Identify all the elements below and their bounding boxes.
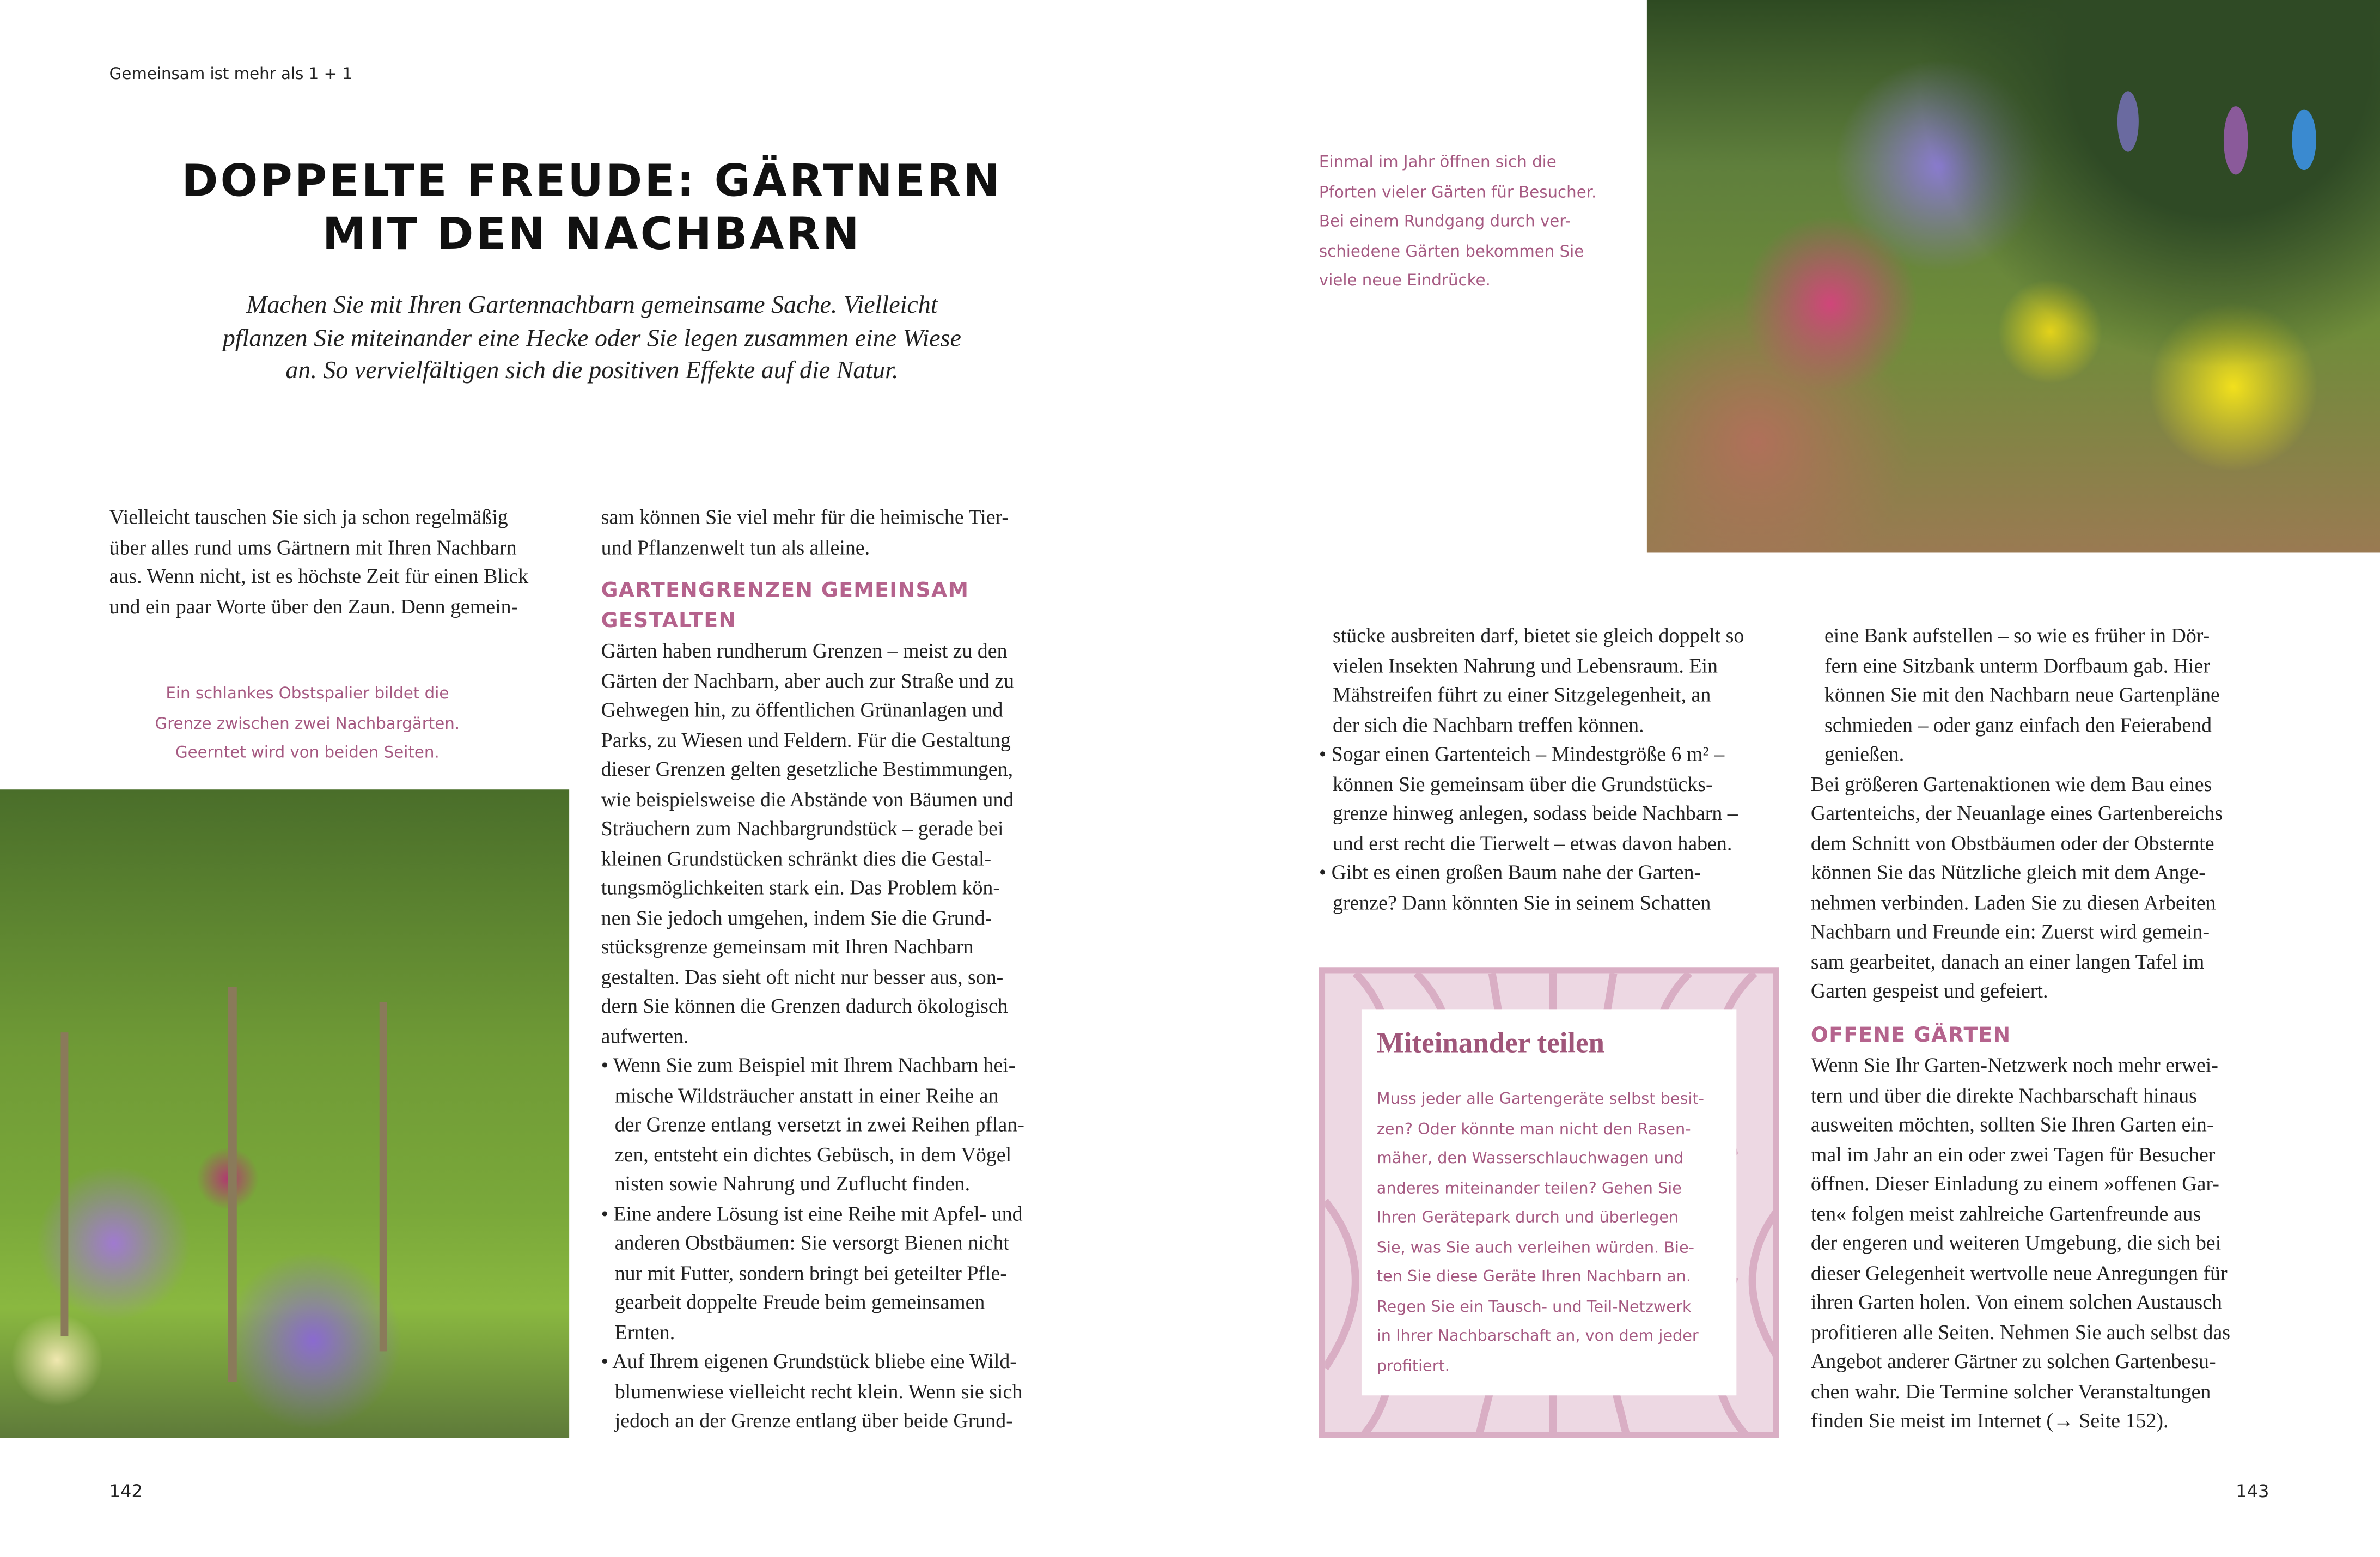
text-line: eine Bank aufstellen – so wie es früher in Dör- <box>1824 624 2210 647</box>
infobox-line: Sie, was Sie auch verleihen würden. Bie- <box>1376 1238 1694 1257</box>
text-line: mal im Jahr an ein oder zwei Tagen für Besucher <box>1810 1142 2216 1166</box>
text-line: chen wahr. Die Termine solcher Veranstaltungen <box>1810 1379 2211 1402</box>
infobox-line: Ihren Gerätepark durch und überlegen <box>1376 1208 1679 1227</box>
text-line: Angebot anderer Gärtner zu solchen Gartenbesu- <box>1810 1349 2216 1373</box>
page-number-right: 143 <box>2236 1480 2269 1502</box>
text-line: schmieden – oder ganz einfach den Feierabend <box>1824 713 2212 736</box>
text-line: nisten sowie Nahrung und Zuflucht finden. <box>614 1172 971 1195</box>
text-line: • Sogar einen Gartenteich – Mindestgröße 6 m² – <box>1319 742 1725 765</box>
text-line: zen, entsteht ein dichtes Gebüsch, in dem Vögel <box>614 1142 1012 1166</box>
caption-line: schiedene Gärten bekommen Sie <box>1319 242 1584 260</box>
text-line: genießen. <box>1824 742 1905 765</box>
caption-line: Bei einem Rundgang durch ver- <box>1319 212 1571 231</box>
text-line: ihren Garten holen. Von einem solchen Austausch <box>1810 1290 2223 1313</box>
text-line: aufwerten. <box>601 1024 689 1047</box>
text-line: der engeren und weiteren Umgebung, die sich bei <box>1810 1231 2222 1255</box>
text-line: ten« folgen meist zahlreiche Gartenfreunde aus <box>1810 1201 2201 1225</box>
text-line: wie beispielsweise die Abstände von Bäumen und <box>601 787 1014 810</box>
text-line: • Gibt es einen großen Baum nahe der Garten- <box>1319 861 1701 884</box>
text-line: gestalten. Das sieht oft nicht nur besser aus, son- <box>601 965 1004 988</box>
text-line: blumenwiese vielleicht recht klein. Wenn sie sich <box>614 1379 1023 1402</box>
text-column-1 <box>109 502 572 621</box>
text-line: anderen Obstbäumen: Sie versorgt Bienen nicht <box>614 1231 1009 1255</box>
text-line: stücksgrenze gemeinsam mit Ihren Nachbarn <box>601 935 974 958</box>
section-heading: GARTENGRENZEN GEMEINSAM <box>601 578 969 603</box>
text-line: können Sie das Nützliche gleich mit dem Ange- <box>1810 861 2206 884</box>
text-line: und Pflanzenwelt tun als alleine. <box>601 535 870 558</box>
text-line: nur mit Futter, sondern bringt bei geteilter Pfle- <box>614 1261 1008 1284</box>
text-line: Bei größeren Gartenaktionen wie dem Bau eines <box>1810 772 2212 795</box>
text-line: finden Sie meist im Internet (→ Seite 152). <box>1810 1409 2169 1432</box>
lead-line: an. So vervielfältigen sich die positiven Effekte auf die Natur. <box>285 355 899 385</box>
caption-line: Einmal im Jahr öffnen sich die <box>1319 153 1557 172</box>
text-line: dieser Gelegenheit wertvolle neue Anregungen für <box>1810 1261 2228 1284</box>
infobox-line: Muss jeder alle Gartengeräte selbst besit- <box>1376 1090 1705 1109</box>
text-line: sam können Sie viel mehr für die heimische Tier- <box>601 506 1009 528</box>
text-column-3 <box>1319 621 1782 917</box>
title-line: DOPPELTE FREUDE: GÄRTNERN <box>181 155 1003 207</box>
text-line: • Eine andere Lösung ist eine Reihe mit Apfel- und <box>601 1201 1023 1225</box>
section-heading: OFFENE GÄRTEN <box>1810 1023 2011 1047</box>
infobox-line: Regen Sie ein Tausch- und Teil-Netzwerk <box>1376 1297 1692 1316</box>
text-line: tern und über die direkte Nachbarschaft hinaus <box>1810 1083 2197 1106</box>
text-line: öffnen. Dieser Einladung zu einem »offenen Gar- <box>1810 1172 2219 1195</box>
text-line: über alles rund ums Gärtnern mit Ihren Nachbarn <box>109 535 517 558</box>
lead-paragraph <box>167 289 1017 387</box>
text-line: stücke ausbreiten darf, bietet sie gleich doppelt so <box>1332 624 1744 647</box>
text-line: vielen Insekten Nahrung und Lebensraum. Ein <box>1332 653 1718 677</box>
garden-visitors-photo <box>1647 0 2380 552</box>
text-line: Sträuchern zum Nachbargrundstück – gerade bei <box>601 817 1004 840</box>
espalier-fruit-trees-photo <box>0 789 569 1438</box>
text-line: nen Sie jedoch umgehen, indem Sie die Grund- <box>601 905 992 929</box>
text-line: dern Sie können die Grenzen dadurch ökologisch <box>601 994 1008 1018</box>
tree-trunk <box>380 1002 387 1351</box>
text-line: und ein paar Worte über den Zaun. Denn gemein- <box>109 594 518 617</box>
infobox-line: profitiert. <box>1376 1357 1450 1375</box>
text-line: und erst recht die Tierwelt – etwas davon haben. <box>1332 831 1732 854</box>
text-column-2 <box>601 502 1064 1436</box>
visitor-figure <box>2292 110 2316 170</box>
text-line: profitieren alle Seiten. Nehmen Sie auch selbst das <box>1810 1320 2231 1343</box>
infobox-line: ten Sie diese Geräte Ihren Nachbarn an. <box>1376 1268 1692 1286</box>
section-heading: GESTALTEN <box>601 608 737 632</box>
text-line: grenze hinweg anlegen, sodass beide Nachbarn – <box>1332 801 1738 825</box>
text-line: ausweiten möchten, sollten Sie Ihren Garten ein- <box>1810 1112 2214 1136</box>
text-line: Parks, zu Wiesen und Feldern. Für die Gestaltung <box>601 728 1011 751</box>
text-line: Mähstreifen führt zu einer Sitzgelegenheit, an <box>1332 683 1711 706</box>
text-line: Ernten. <box>614 1320 675 1343</box>
lead-line: pflanzen Sie miteinander eine Hecke oder Sie legen zusammen eine Wiese <box>222 323 961 352</box>
text-line: Wenn Sie Ihr Garten-Netzwerk noch mehr erwei- <box>1810 1054 2218 1076</box>
text-line: Gehwegen hin, zu öffentlichen Grünanlagen und <box>601 698 1003 721</box>
visitor-figure <box>2224 106 2248 174</box>
page-title <box>167 155 1017 261</box>
visitor-figure <box>2117 91 2139 151</box>
infobox-line: mäher, den Wasserschlauchwagen und <box>1376 1149 1684 1168</box>
text-line: Gartenteichs, der Neuanlage eines Gartenbereichs <box>1810 801 2223 825</box>
running-head: Gemeinsam ist mehr als 1 + 1 <box>109 65 353 84</box>
text-column-4 <box>1811 621 2274 1436</box>
caption-line: viele neue Eindrücke. <box>1319 271 1491 290</box>
text-line: gearbeit doppelte Freude beim gemeinsamen <box>614 1290 985 1313</box>
infobox-content <box>1362 1009 1736 1395</box>
text-line: nehmen verbinden. Laden Sie zu diesen Arbeiten <box>1810 890 2216 914</box>
text-line: Gärten haben rundherum Grenzen – meist zu den <box>601 639 1008 662</box>
text-line: Nachbarn und Freunde ein: Zuerst wird gemein- <box>1810 920 2210 943</box>
photo-caption-left <box>91 680 523 769</box>
title-line: MIT DEN NACHBARN <box>322 208 862 260</box>
text-line <box>1811 1006 2274 1021</box>
infobox-miteinander-teilen <box>1319 967 1779 1438</box>
text-line: grenze? Dann könnten Sie in seinem Schatten <box>1332 890 1711 914</box>
text-line <box>601 562 1064 577</box>
text-line: • Wenn Sie zum Beispiel mit Ihrem Nachbarn hei- <box>601 1054 1016 1076</box>
text-line: Vielleicht tauschen Sie sich ja schon regelmäßig <box>109 506 508 528</box>
infobox-text <box>1377 1086 1722 1382</box>
text-line: können Sie mit den Nachbarn neue Gartenpläne <box>1824 683 2220 706</box>
text-line: Garten gespeist und gefeiert. <box>1810 979 2048 1002</box>
lead-line: Machen Sie mit Ihren Gartennachbarn gemeinsame Sache. Vielleicht <box>246 290 938 319</box>
text-line: Gärten der Nachbarn, aber auch zur Straße und zu <box>601 668 1015 692</box>
text-line: tungsmöglichkeiten stark ein. Das Problem kön- <box>601 876 1000 899</box>
text-line: sam gearbeitet, danach an einer langen Tafel im <box>1810 950 2205 973</box>
text-line: kleinen Grundstücken schränkt dies die Gestal- <box>601 846 992 869</box>
caption-line: Grenze zwischen zwei Nachbargärten. <box>155 714 460 733</box>
page-number-left: 142 <box>109 1480 143 1502</box>
text-line: mische Wildsträucher anstatt in einer Reihe an <box>614 1083 999 1106</box>
text-line: aus. Wenn nicht, ist es höchste Zeit für einen Blick <box>109 564 529 588</box>
tree-trunk <box>228 987 237 1382</box>
text-line: jedoch an der Grenze entlang über beide Grund- <box>614 1409 1013 1432</box>
caption-line: Geerntet wird von beiden Seiten. <box>175 744 440 763</box>
caption-line: Pforten vieler Gärten für Besucher. <box>1319 183 1597 202</box>
infobox-line: anderes miteinander teilen? Gehen Sie <box>1376 1179 1682 1197</box>
tree-trunk <box>60 1032 68 1336</box>
infobox-line: in Ihrer Nachbarschaft an, von dem jeder <box>1376 1327 1699 1346</box>
infobox-title: Miteinander teilen <box>1376 1027 1604 1060</box>
text-line: können Sie gemeinsam über die Grundstücks- <box>1332 772 1713 795</box>
infobox-line: zen? Oder könnte man nicht den Rasen- <box>1376 1120 1691 1138</box>
photo-caption-right <box>1319 149 1638 297</box>
text-line: dieser Grenzen gelten gesetzliche Bestimmungen, <box>601 757 1014 781</box>
caption-line: Ein schlankes Obstspalier bildet die <box>166 684 449 703</box>
text-line: der Grenze entlang versetzt in zwei Reihen pflan- <box>614 1112 1024 1136</box>
text-line: • Auf Ihrem eigenen Grundstück bliebe eine Wild- <box>601 1349 1017 1373</box>
text-line: dem Schnitt von Obstbäumen oder der Obsternte <box>1810 831 2214 854</box>
text-line: der sich die Nachbarn treffen können. <box>1332 713 1644 736</box>
text-line: fern eine Sitzbank unterm Dorfbaum gab. Hier <box>1824 653 2211 677</box>
